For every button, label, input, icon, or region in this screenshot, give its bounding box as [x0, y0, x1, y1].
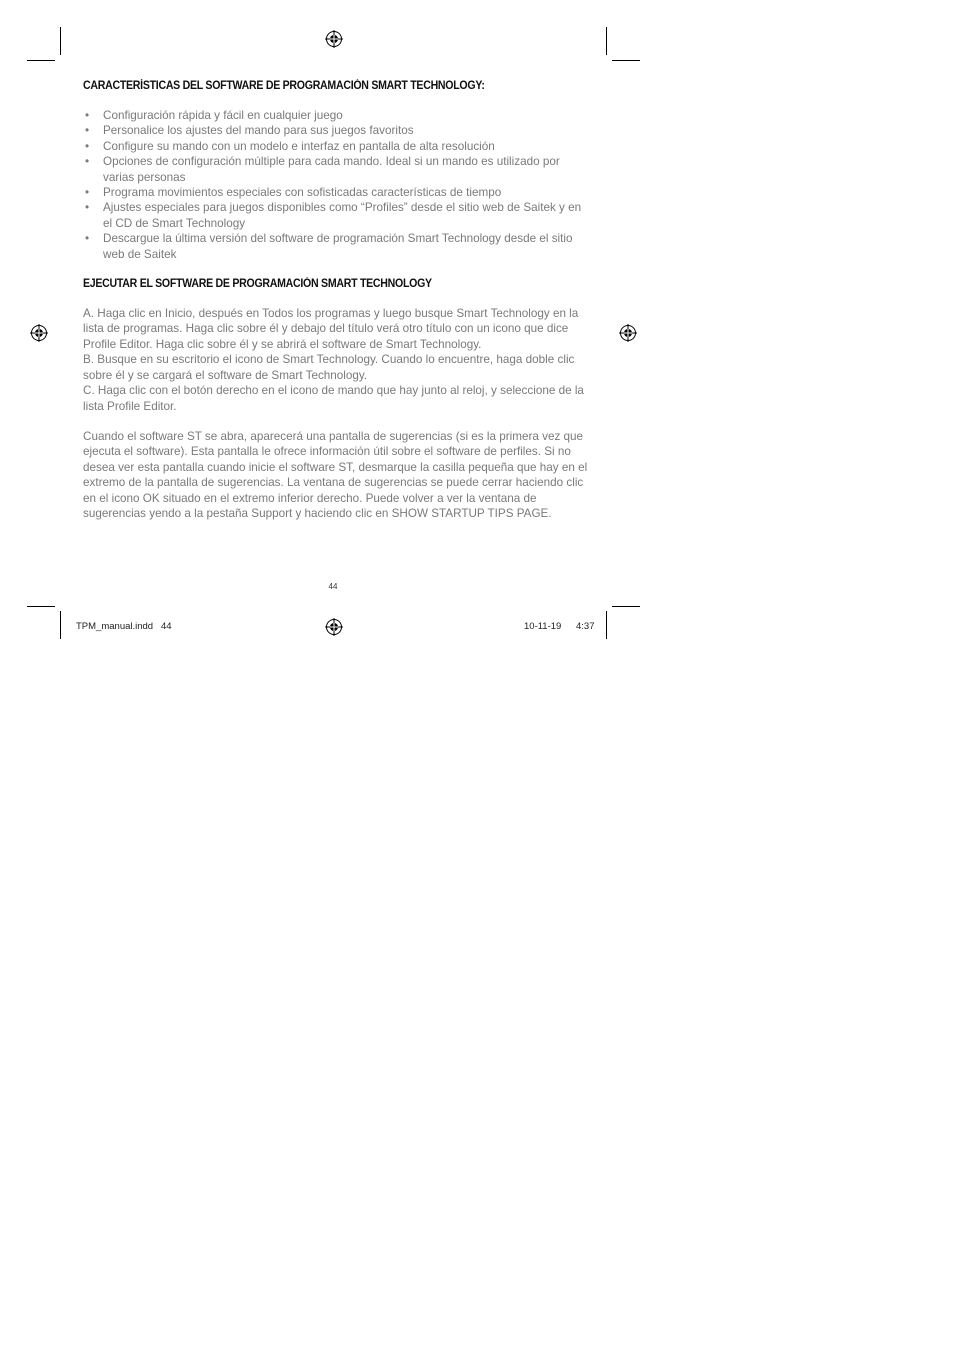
list-item: • Personalice los ajustes del mando para sus juegos favoritos — [83, 123, 588, 138]
crop-mark-bottom-right-vertical — [606, 611, 607, 639]
crop-mark-top-left-horizontal — [27, 60, 55, 61]
crop-mark-top-right-horizontal — [612, 60, 640, 61]
section-heading-features: CARACTERÍSTICAS DEL SOFTWARE DE PROGRAMACIÓN SMART TECHNOLOGY: — [83, 80, 485, 92]
paragraph-step-a: A. Haga clic en Inicio, después en Todos los programas y luego busque Smart Technology en la lista de programas. Haga clic sobre él y debajo del título verá otro título con un icono que dice Profile Editor. Haga clic sobre él y se abrirá el software de Smart Technology. — [83, 307, 579, 351]
paragraph-step-b: B. Busque en su escritorio el icono de Smart Technology. Cuando lo encuentre, haga doble clic sobre él y se cargará el software de Smart Technology. — [83, 353, 575, 382]
registration-mark-icon — [325, 30, 343, 48]
paragraph-startup-tips: Cuando el software ST se abra, aparecerá una pantalla de sugerencias (si es la primera vez que ejecuta el software). Esta pantalla le ofrece información útil sobre el software de perfiles. Si no desea ver esta pantalla cuando inicie el software ST, desmarque la casilla pequeña que hay en el extremo de la pantalla de sugerencias. La ventana de sugerencias se puede cerrar haciendo clic en el icono OK situado en el extremo inferior derecho. Puede volver a ver la ventana de sugerencias yendo a la pestaña Support y haciendo clic en SHOW STARTUP TIPS PAGE. — [83, 429, 588, 520]
list-item: • Ajustes especiales para juegos disponibles como “Profiles” desde el sitio web de Saitek y en el CD de Smart Technology — [83, 200, 588, 231]
crop-mark-bottom-right-horizontal — [612, 606, 640, 607]
registration-mark-icon — [619, 324, 637, 342]
page-number: 44 — [328, 582, 338, 591]
registration-mark-icon — [30, 324, 48, 342]
list-item: • Configuración rápida y fácil en cualquier juego — [83, 108, 588, 123]
section-heading-run-software: EJECUTAR EL SOFTWARE DE PROGRAMACIÓN SMART TECHNOLOGY — [83, 278, 432, 291]
registration-mark-icon — [325, 618, 343, 636]
crop-mark-top-right-vertical — [606, 27, 607, 55]
list-item: • Descargue la última versión del software de programación Smart Technology desde el sitio web de Saitek — [83, 231, 588, 262]
slug-file-name: TPM_manual.indd 44 — [76, 621, 172, 632]
crop-mark-bottom-left-horizontal — [27, 606, 55, 607]
list-item: • Programa movimientos especiales con sofisticadas características de tiempo — [83, 185, 588, 200]
list-item: • Opciones de configuración múltiple para cada mando. Ideal si un mando es utilizado por varias personas — [83, 154, 588, 185]
crop-mark-bottom-left-vertical — [60, 611, 61, 639]
paragraph-step-c: C. Haga clic con el botón derecho en el icono de mando que hay junto al reloj, y seleccione de la lista Profile Editor. — [83, 384, 584, 413]
features-list — [83, 108, 588, 262]
slug-time: 4:37 — [576, 621, 595, 632]
crop-mark-top-left-vertical — [60, 27, 61, 55]
slug-date: 10-11-19 — [524, 621, 562, 632]
list-item: • Configure su mando con un modelo e interfaz en pantalla de alta resolución — [83, 139, 588, 154]
page-content — [83, 80, 588, 521]
